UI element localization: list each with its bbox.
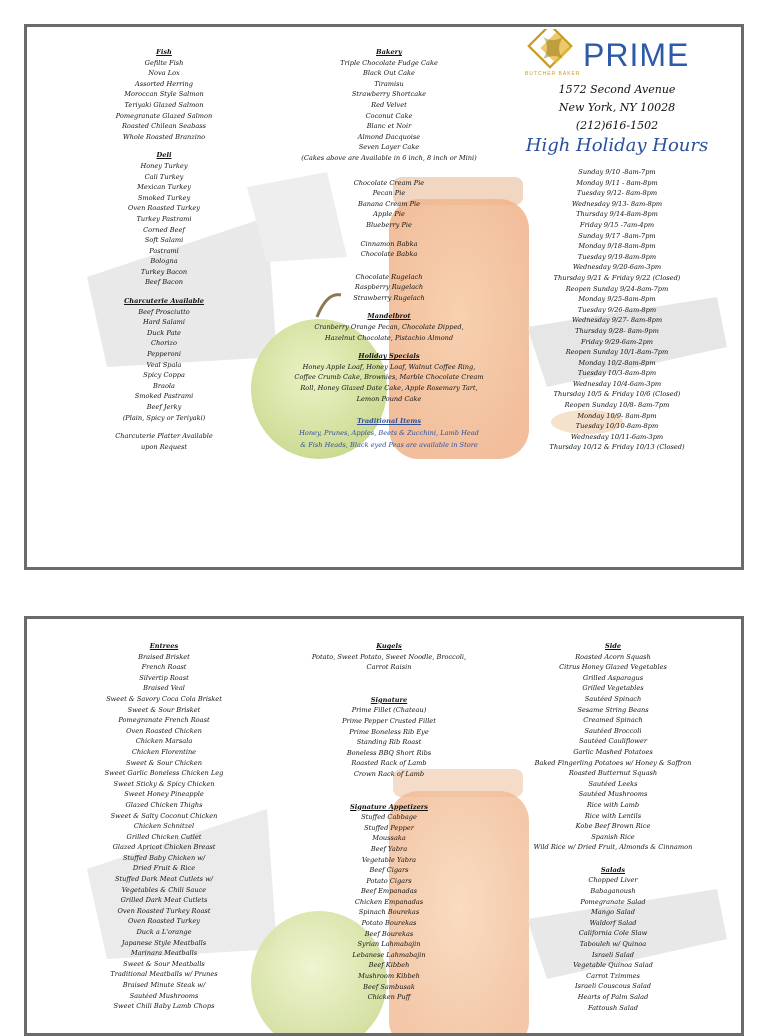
hours-item: Monday 9/11 - 8am-8pm [576,178,658,187]
appetizers-heading: Signature Appetizers [350,802,428,811]
menu-page-1 [24,24,744,570]
list-item: Whole Roasted Branzino [122,132,206,141]
list-item: Rice with Lamb [586,800,640,809]
hours-item: Thursday 9/14-8am-8pm [576,210,658,219]
list-item: Lebanese Lahmabajin [352,950,426,959]
list-item: Sweet & Salty Coconut Chicken [110,811,218,820]
phone-number: (212)616-1502 [575,119,659,132]
pies-list [289,178,489,231]
list-item: Prime Boneless Rib Eye [349,727,429,736]
list-item: Roasted Rack of Lamb [351,759,427,768]
list-item: Duck Pate [147,328,181,337]
list-item: Hearts of Palm Salad [577,993,649,1001]
list-item: Silvertip Roast [139,673,189,682]
charcuterie-heading: Charcuterie Available [124,297,204,306]
list-item: Moroccan Style Salmon [124,90,204,99]
list-item: Creamed Spinach [583,716,643,725]
list-item: Beef Sambusak [363,982,415,991]
hours-heading: High Holiday Hours [525,135,709,156]
list-item: Carrot Tzimmes [586,971,640,980]
hours-item: Thursday 10/12 & Friday 10/13 (Closed) [549,443,685,452]
charcuterie-list [99,307,229,424]
list-item: Bologna [150,257,178,266]
list-item: Nova Lox [148,69,180,78]
mandelbrot-text: Cranberry Orange Pecan, Chocolate Dipped, Hazelnut Chocolate, Pistachio Almond [314,323,464,342]
list-item: Sautéed Broccoli [584,726,642,735]
list-item: Apple Pie [373,210,405,219]
hours-item: Wednesday 10/11-6am-3pm [570,432,664,441]
list-item: Chopped Liver [588,876,638,885]
list-item: Stuffed Baby Chicken w/ [122,853,206,862]
hours-item: Monday 9/18-8am-8pm [578,242,656,251]
list-item: Garlic Mashed Potatoes [573,747,653,756]
entrees-list [89,652,239,1012]
list-item: Duck a L'orange [136,928,192,937]
list-item: Marinara Meatballs [130,949,198,958]
list-item: (Plain, Spicy or Teriyaki) [122,413,206,422]
list-item: Honey Turkey [140,161,188,170]
list-item: Prime Fillet (Chateau) [351,706,427,715]
list-item: Sweet Garlic Boneless Chicken Leg [104,769,224,778]
list-item: Traditional Meatballs w/ Prunes [110,970,218,979]
salads-list [513,875,713,1013]
list-item: Sautéed Spinach [584,694,642,703]
list-item: Pomegranate Salad [580,897,646,906]
list-item: Roasted Butternut Squash [568,769,658,778]
list-item: Sautéed Mushrooms [129,991,199,1000]
side-list [513,652,713,853]
list-item: Chorizo [151,339,177,348]
list-item: Beef Jerky [146,403,182,411]
list-item: California Cole Slaw [578,929,648,938]
list-item: Pomegranate French Roast [118,716,210,725]
list-item: Syrian Lahmabajin [357,940,421,949]
list-item: Braola [153,381,175,390]
rugelach-list [289,272,489,304]
list-item: Braised Veal [143,684,185,693]
hours-item: Reopen Sunday 10/8- 8am-7pm [564,401,670,410]
list-item: Grilled Vegetables [582,684,644,693]
list-item: Raspberry Rugelach [354,283,424,292]
list-item: Mushroom Kibbeh [358,972,420,981]
list-item: Black Out Cake [363,69,415,78]
hours-item: Wednesday 9/20-6am-3pm [572,263,662,272]
city-line: New York, NY 10028 [558,101,676,114]
hours-item: Friday 9/29-6am-2pm [580,337,654,346]
kugels-signature-column [289,641,489,1003]
list-item: Chocolate Rugelach [355,272,423,281]
hours-item: Sunday 9/10 -8am-7pm [578,168,656,176]
list-item: Turkey Bacon [140,267,188,276]
list-item: Veal Spala [146,360,182,369]
list-item: Mango Salad [591,908,635,917]
list-item: Dried Fruit & Rice [132,864,196,873]
kugels-heading: Kugels [376,642,402,650]
list-item: Chicken Empanadas [354,897,424,906]
list-item: Roasted Chilean Seabass [121,122,207,131]
list-item: Grilled Dark Meat Cutlets [120,896,208,905]
list-item: Roasted Acorn Squash [575,652,651,661]
hours-item: Tuesday 9/26-8am-8pm [577,305,657,314]
side-salads-column [513,641,713,1013]
list-item: Beef Yabra [370,844,408,853]
list-item: Cali Turkey [144,172,184,181]
list-item: Vegetables & Chili Sauce [121,885,207,894]
list-item: Hard Salami [143,318,185,327]
list-item: Braised Minute Steak w/ [122,981,206,989]
list-item: Coconut Cake [365,111,413,120]
list-item: Smoked Turkey [137,193,191,202]
list-item: Blanc et Noir [366,122,412,131]
list-item: Israeli Couscous Salad [574,982,652,991]
list-item: Waldorf Salad [589,918,637,927]
signature-heading: Signature [370,695,408,704]
list-item: Sweet & Savory Coca Cola Brisket [106,694,222,703]
side-heading: Side [604,642,622,650]
hours-item: Sunday 9/17 -8am-7pm [578,231,656,240]
list-item: Potato Cigars [366,876,412,885]
hours-item: Tuesday 9/12- 8am-8pm [576,189,658,198]
list-item: Kobe Beef Brown Rice [575,822,651,831]
list-item: Seven Layer Cake [358,143,420,152]
list-item: Glazed Apricot Chicken Breast [112,843,216,852]
list-item: Spanish Rice [591,832,635,841]
list-item: Gefilte Fish [144,58,184,67]
bakery-heading: Bakery [376,48,402,56]
list-item: Tiramisu [374,79,404,88]
hours-item: Reopen Sunday 10/1-8am-7pm [565,348,669,357]
list-item: Moussaka [372,834,406,843]
list-item: Beef Cigars [369,866,409,875]
hours-item: Friday 9/15 -7am-4pm [579,220,655,229]
list-item: Glazed Chicken Thighs [125,800,203,809]
list-item: Red Velvet [371,100,407,109]
hours-item: Thursday 9/21 & Friday 9/22 (Closed) [553,273,681,282]
list-item: Spinach Bourekas [358,908,420,917]
list-item: Boneless BBQ Short Ribs [346,748,432,757]
list-item: Oven Roasted Turkey Roast [117,906,211,915]
list-item: Cinnamon Babka [360,239,418,248]
deli-list [99,161,229,288]
hours-item: Thursday 10/5 & Friday 10/6 (Closed) [553,390,681,399]
list-item: Sweet Honey Pineapple [124,790,204,799]
list-item: Sweet Sticky & Spicy Chicken [113,779,215,788]
list-item: Chicken Florentine [131,747,197,756]
signature-list [289,705,489,779]
list-item: Sweet & Sour Chicken [126,758,202,767]
list-item: Strawberry Rugelach [353,293,425,302]
list-item: Blueberry Pie [366,220,412,229]
list-item: Sesame String Beans [577,705,649,714]
babka-list [289,239,489,260]
list-item: Assorted Herring [134,79,194,88]
list-item: Prime Pepper Crusted Fillet [342,716,436,725]
list-item: Chicken Schnitzel [133,822,195,831]
list-item: Wild Rice w/ Dried Fruit, Almonds & Cinnamon [533,843,693,852]
list-item: Beef Kibbeh [368,961,410,970]
traditional-text: Honey, Prunes, Apples, Beets & Zucchini, Lamb Head & Fish Heads, Black eyed Peas are available in Store [299,428,479,450]
kugels-text: Potato, Sweet Potato, Sweet Noodle, Broccoli, Carrot Raisin [311,652,467,672]
list-item: Beef Prosciutto [138,307,190,316]
list-item: Chicken Marsala [135,737,193,746]
list-item: Triple Chocolate Fudge Cake [340,58,438,67]
charcuterie-note: Charcuterie Platter Available upon Request [115,432,213,451]
list-item: Vegetable Yabra [361,855,417,864]
list-item: Sautéed Mushrooms [578,790,648,799]
list-item: Potato Bourekas [361,919,417,928]
list-item: (Cakes above are Available in 6 inch, 8 inch or Mini) [301,153,477,162]
deli-heading: Deli [156,151,172,160]
list-item: Stuffed Cabbage [361,813,417,822]
list-item: Almond Dacquoise [357,132,421,141]
list-item: Beef Empanadas [360,887,418,896]
list-item: Japanese Style Meatballs [121,938,207,947]
entrees-column [89,641,239,1012]
list-item: Israeli Salad [592,950,634,959]
hours-item: Wednesday 9/13- 8am-8pm [571,199,663,208]
list-item: French Roast [141,663,187,672]
list-item: Smoked Pastrami [134,392,194,401]
hours-item: Wednesday 10/4-6am-3pm [572,379,662,388]
list-item: Standing Rib Roast [356,738,422,747]
hours-item: Thursday 9/28- 8am-9pm [575,326,659,335]
street-address: 1572 Second Avenue [558,83,676,96]
salads-heading: Salads [600,865,626,874]
list-item: Soft Salami [144,236,184,245]
logo-tagline: BUTCHER BAKER [525,71,581,77]
hours-item: Tuesday 10/10-8am-8pm [575,422,659,431]
list-item: Beef Bourekas [364,929,414,938]
list-item: Corned Beef [143,225,185,234]
list-item: Chicken Puff [367,993,411,1002]
store-address [517,81,717,135]
list-item: Babaganoush [590,887,636,896]
traditional-heading: Traditional Items [356,417,422,426]
bakery-column [289,47,489,452]
list-item: Tabouleh w/ Quinoa [579,940,647,949]
hours-item: Monday 9/25-8am-8pm [578,295,656,304]
list-item: Stuffed Pepper [364,823,414,832]
list-item: Rice with Lentils [584,811,642,820]
list-item: Beef Bacon [145,278,183,287]
hours-item: Tuesday 10/3-8am-8pm [577,369,657,378]
bakery-list [289,58,489,164]
list-item: Citrus Honey Glazed Vegetables [559,663,667,672]
list-item: Stuffed Dark Meat Cutlets w/ [114,875,214,884]
list-item: Sautéed Leeks [588,779,638,788]
list-item: Pomegranate Glazed Salmon [115,111,213,120]
list-item: Fattoush Salad [587,1003,638,1012]
fish-list [99,58,229,143]
holiday-heading: Holiday Specials [358,352,420,361]
list-item: Oven Roasted Turkey [128,204,200,213]
hours-item: Reopen Sunday 9/24-8am-7pm [565,284,669,293]
hours-item: Tuesday 9/19-8am-9pm [577,252,657,261]
fish-deli-column [99,47,229,452]
list-item: Grilled Chicken Cutlet [126,832,202,841]
hours-item: Monday 10/2-8am-8pm [578,358,656,367]
list-item: Sweet & Sour Brisket [127,705,201,714]
list-item: Chocolate Cream Pie [353,178,425,187]
list-item: Teriyaki Glazed Salmon [124,100,204,109]
list-item: Turkey Pastrami [136,214,192,223]
list-item: Pecan Pie [372,189,406,198]
list-item: Crown Rack of Lamb [353,769,425,778]
fish-heading: Fish [156,48,172,56]
hours-item: Wednesday 9/27- 8am-8pm [571,316,663,325]
logo-wordmark: PRIME [583,37,690,73]
mandelbrot-heading: Mandelbrot [367,312,411,321]
list-item: Spicy Coppa [143,371,185,380]
list-item: Grilled Asparagus [582,673,644,682]
list-item: Strawberry Shortcake [351,90,427,99]
list-item: Sautéed Cauliflower [579,737,647,746]
list-item: Braised Brisket [138,652,190,661]
entrees-heading: Entrees [149,642,179,650]
hours-list [511,167,723,453]
list-item: Vegetable Quinoa Salad [573,961,653,970]
list-item: Chocolate Babka [360,250,418,259]
menu-page-2 [24,616,744,1036]
holiday-text: Honey Apple Loaf, Honey Loaf, Walnut Coffee Ring, Coffee Crumb Cake, Brownies, Marble Chocolate Cream Roll, Honey Glazed Date Cake, Apple Rosemary Tart, Lemon Pound Cake [294,362,484,403]
list-item: Sweet & Sour Meatballs [123,959,205,968]
list-item: Pepperoni [147,350,181,359]
list-item: Oven Roasted Chicken [126,726,202,735]
list-item: Pastrami [149,246,179,255]
list-item: Sweet Chili Baby Lamb Chops [113,1002,215,1011]
hours-item: Monday 10/9- 8am-8pm [577,411,657,420]
list-item: Oven Roasted Turkey [128,917,200,926]
list-item: Baked Fingerling Potatoes w/ Honey & Saffron [534,758,692,767]
appetizers-list [289,812,489,1003]
list-item: Mexican Turkey [137,183,191,192]
list-item: Banana Cream Pie [357,199,421,208]
